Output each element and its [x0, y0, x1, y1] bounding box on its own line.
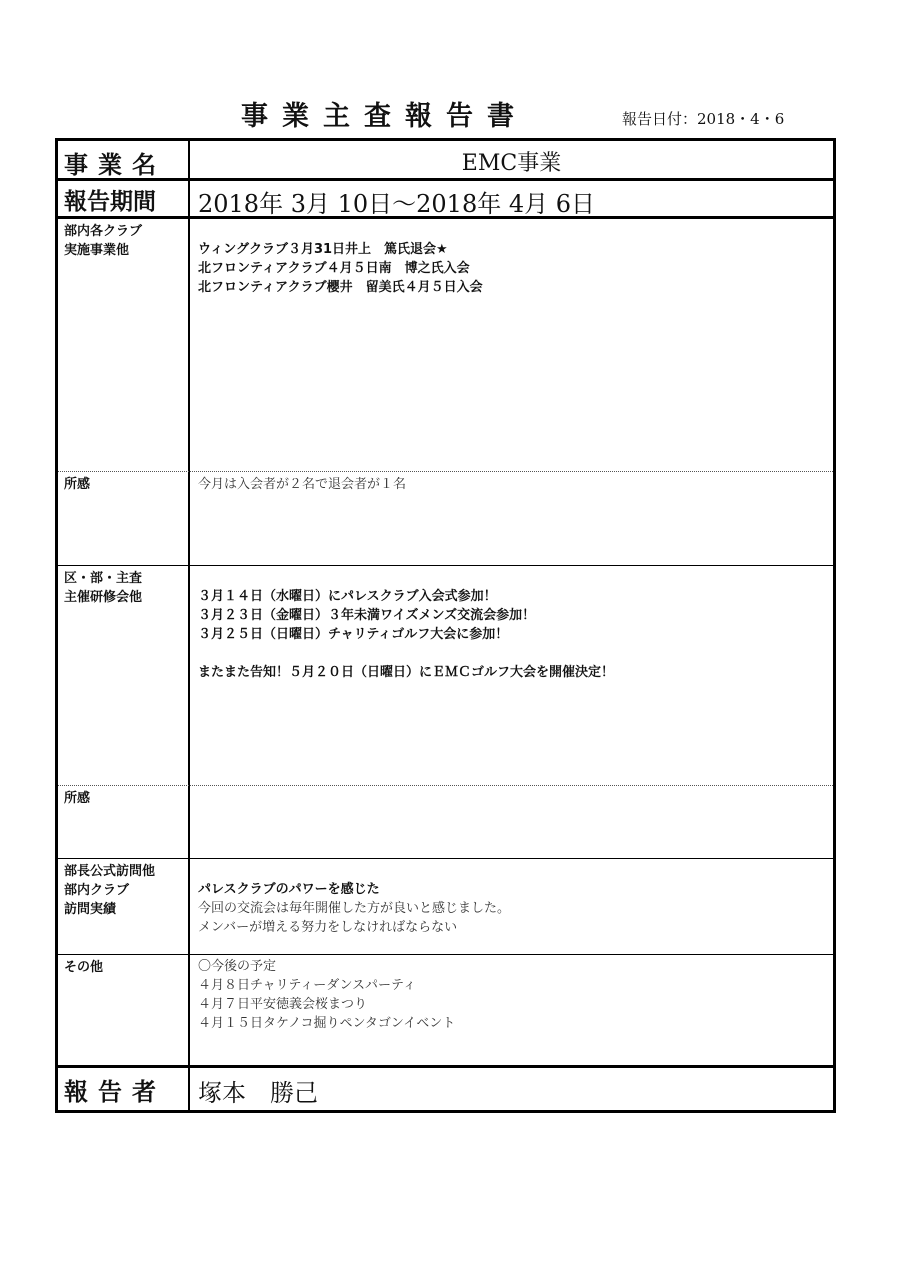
- visits-label: 部長公式訪問他 部内クラブ 訪問実績: [64, 864, 156, 917]
- club-activities-content: [198, 240, 483, 297]
- list-item: メンバーが増える努力をしなければならない: [198, 920, 458, 935]
- list-item: ３月２３日（金曜日）３年未満ワイズメンズ交流会参加！: [198, 608, 536, 623]
- list-item: ４月１５日タケノコ掘りペンタゴンイベント: [198, 1016, 456, 1031]
- club-activities-label: 部内各クラブ 実施事業他: [64, 224, 143, 258]
- list-item: 北フロンティアクラブ櫻井 留美氏４月５日入会: [198, 280, 483, 295]
- other-content: [198, 957, 455, 1033]
- impressions-label-1: 所感: [64, 477, 91, 492]
- list-item: ４月８日チャリティーダンスパーティ: [198, 978, 417, 993]
- list-item: 今回の交流会は毎年開催した方が良いと感じました。: [198, 901, 511, 916]
- report-form: [55, 138, 836, 1113]
- list-item: パレスクラブのパワーを感じた: [198, 882, 380, 897]
- seminars-label: 区・部・主査 主催研修会他: [64, 571, 143, 605]
- club-activities-row: [58, 219, 833, 472]
- period-value: 2018年 3月 10日〜2018年 4月 6日: [198, 190, 596, 218]
- project-row: [58, 141, 833, 181]
- list-item: ４月７日平安徳義会桜まつり: [198, 997, 368, 1012]
- list-item: ３月１４日（水曜日）にパレスクラブ入会式参加！: [198, 589, 497, 604]
- list-item: 北フロンティアクラブ４月５日南 博之氏入会: [198, 261, 470, 276]
- period-label: 報告期間: [64, 189, 156, 215]
- list-item: ３月２５日（日曜日）チャリティゴルフ大会に参加！: [198, 627, 509, 642]
- list-item: 〇今後の予定: [198, 959, 277, 974]
- project-value: EMC事業: [461, 151, 562, 176]
- reporter-value: 塚本 勝己: [198, 1079, 318, 1107]
- report-date: 報告日付：2018・4・6: [622, 110, 785, 128]
- page-title: 事業主査報告書: [241, 101, 528, 132]
- other-row: [58, 955, 833, 1068]
- period-row: [58, 181, 833, 219]
- impressions-label-2: 所感: [64, 791, 91, 806]
- reporter-label: 報告者: [64, 1078, 166, 1106]
- list-item: ウィングクラブ３月31日井上 篤氏退会★: [198, 242, 448, 257]
- impressions-row-2: [58, 786, 833, 859]
- seminars-row: [58, 566, 833, 786]
- impressions-text-1: 今月は入会者が２名で退会者が１名: [198, 477, 407, 492]
- project-label: 事業名: [64, 151, 166, 179]
- other-label: その他: [64, 960, 104, 975]
- notice-text: またまた告知！５月２０日（日曜日）にＥＭＣゴルフ大会を開催決定！: [198, 665, 615, 680]
- visits-row: [58, 859, 833, 955]
- visits-content: [198, 880, 510, 937]
- reporter-row: [58, 1068, 833, 1110]
- seminars-content: [198, 587, 614, 682]
- impressions-row-1: [58, 472, 833, 566]
